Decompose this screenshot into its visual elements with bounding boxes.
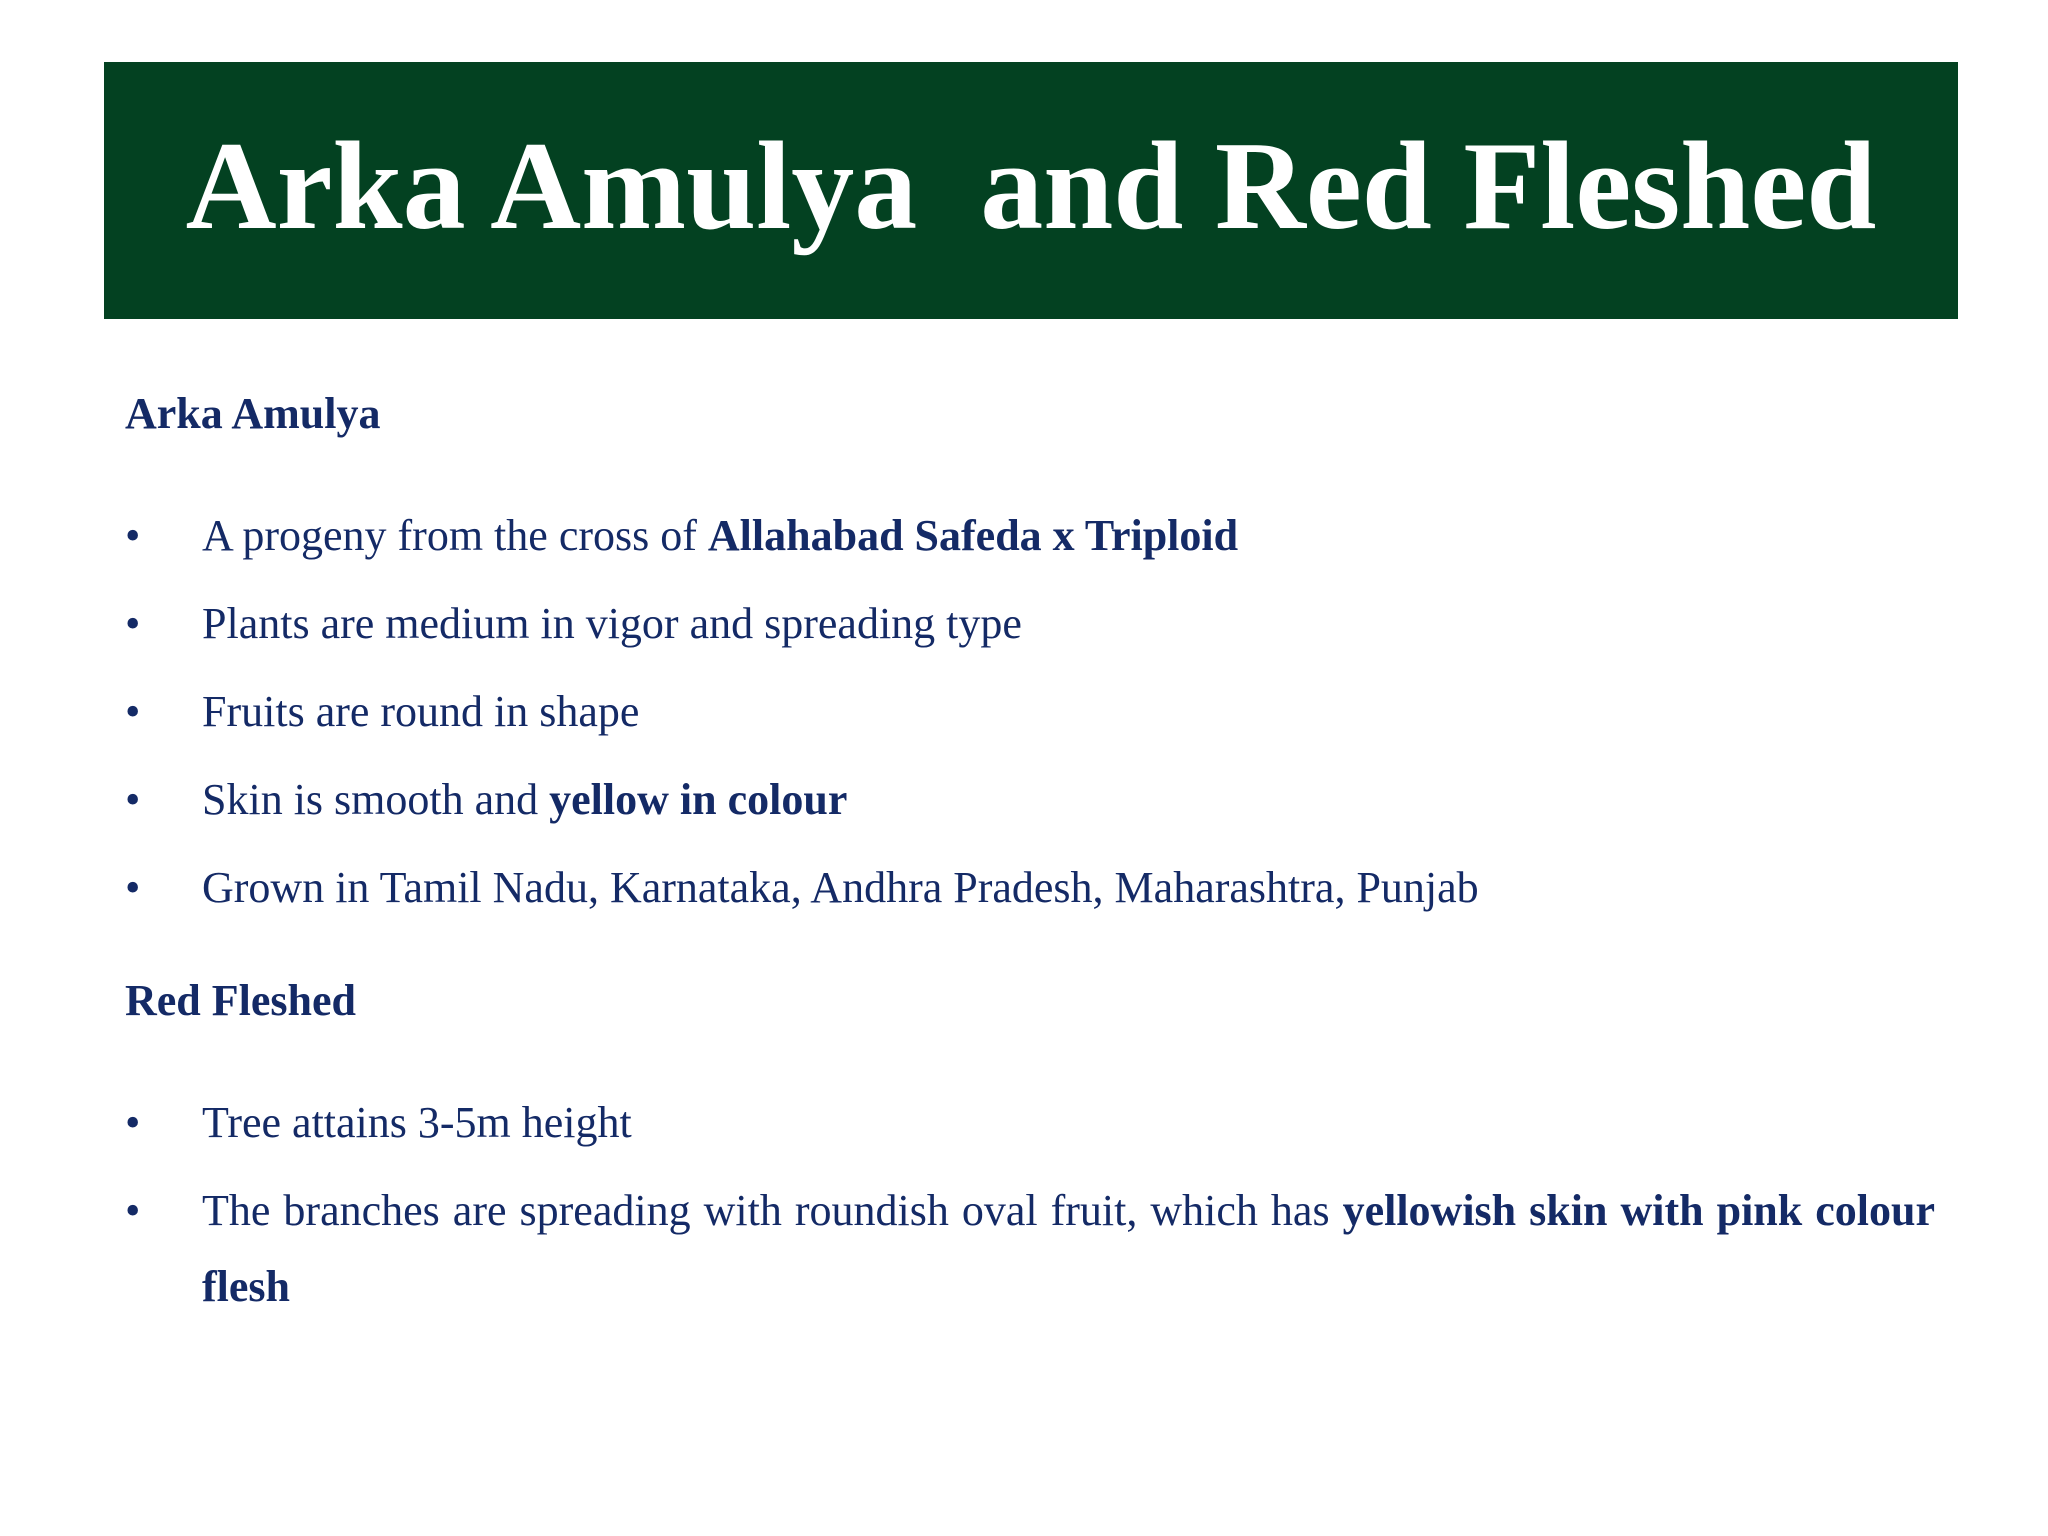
list-item bbox=[125, 850, 1935, 938]
item-bold-text: yellowish skin with pink colour flesh bbox=[202, 1186, 1936, 1311]
item-bold-text: Allahabad Safeda x Triploid bbox=[707, 511, 1239, 560]
list-item bbox=[125, 498, 1935, 586]
item-text: The branches are spreading with roundish oval fruit, which has bbox=[202, 1186, 1343, 1235]
item-text: Tree attains 3-5m height bbox=[202, 1098, 632, 1147]
list-item bbox=[125, 586, 1935, 674]
bullet-icon: • bbox=[125, 599, 141, 648]
bullet-icon: • bbox=[125, 1098, 141, 1147]
bullet-icon: • bbox=[125, 511, 141, 560]
list-item bbox=[125, 1173, 1935, 1325]
list-item bbox=[125, 674, 1935, 762]
bullet-icon: • bbox=[125, 863, 141, 912]
bullet-list-red-fleshed bbox=[125, 1085, 1935, 1325]
item-text: Fruits are round in shape bbox=[202, 687, 640, 736]
section-heading-red-fleshed: Red Fleshed bbox=[125, 976, 356, 1025]
item-text: Skin is smooth and bbox=[202, 775, 550, 824]
list-item bbox=[125, 762, 1935, 850]
bullet-icon: • bbox=[125, 687, 141, 736]
title-banner bbox=[104, 62, 1958, 319]
bullet-icon: • bbox=[125, 1186, 141, 1235]
bullet-icon: • bbox=[125, 775, 141, 824]
item-text: Grown in Tamil Nadu, Karnataka, Andhra Pradesh, Maharashtra, Punjab bbox=[202, 863, 1479, 912]
item-bold-text: yellow in colour bbox=[549, 775, 848, 824]
list-item bbox=[125, 1085, 1935, 1173]
bullet-list-arka-amulya bbox=[125, 498, 1935, 938]
item-text: A progeny from the cross of bbox=[202, 511, 708, 560]
slide-title: Arka Amulya and Red Fleshed bbox=[185, 116, 1877, 256]
item-text: Plants are medium in vigor and spreading type bbox=[202, 599, 1022, 648]
section-heading-arka-amulya: Arka Amulya bbox=[125, 389, 381, 438]
slide-content bbox=[125, 384, 1935, 1325]
